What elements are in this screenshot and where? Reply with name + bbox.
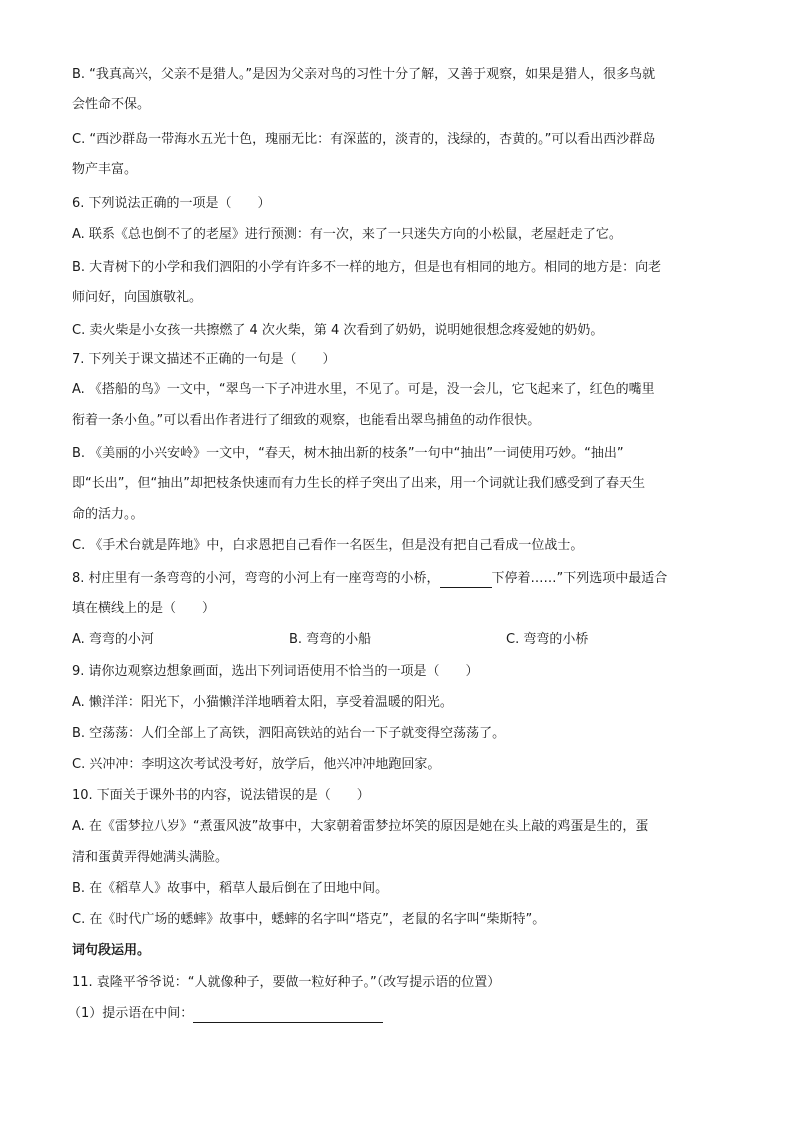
q10-option-a-line2: 清和蛋黄弄得她满头满脸。	[72, 850, 229, 865]
q5-option-b-line1: B. “我真高兴，父亲不是猎人。”是因为父亲对鸟的习性十分了解，又善于观察，如果是猎人，很多鸟就	[72, 67, 656, 82]
q6-option-b-line1: B. 大青树下的小学和我们泗阳的小学有许多不一样的地方，但是也有相同的地方。相同的地方是：向老	[72, 260, 662, 275]
q6-option-a: A. 联系《总也倒不了的老屋》进行预测：有一次，来了一只迷失方向的小松鼠，老屋赶走了它。	[72, 227, 622, 242]
q8-answer-blank[interactable]	[440, 573, 492, 588]
q9-stem: 9. 请你边观察边想象画面，选出下列词语使用不恰当的一项是（ ）	[72, 664, 479, 679]
q7-option-a-line1: A. 《搭船的鸟》一文中，“翠鸟一下子冲进水里，不见了。可是，没一会儿，它飞起来了，红色的嘴里	[72, 382, 655, 397]
q8-stem-line2: 填在横线上的是（ ）	[72, 601, 216, 616]
q10-option-b: B. 在《稻草人》故事中，稻草人最后倒在了田地中间。	[72, 881, 389, 896]
q7-option-b-line2: 即“长出”，但“抽出”却把枝条快速而有力生长的样子突出了出来，用一个词就让我们感受到了春天生	[72, 476, 645, 491]
q7-stem: 7. 下列关于课文描述不正确的一句是（ ）	[72, 352, 336, 367]
q8-stem-line1	[72, 570, 667, 588]
q7-option-b-line3: 命的活力。。	[72, 507, 144, 522]
q7-option-b-line1: B. 《美丽的小兴安岭》一文中，“春天，树木抽出新的枝条”一句中“抽出”一词使用巧妙。“抽出”	[72, 446, 624, 461]
q10-option-a-line1: A. 在《雷梦拉八岁》“煮蛋风波”故事中，大家朝着雷梦拉坏笑的原因是她在头上敲的鸡蛋是生的，蛋	[72, 819, 649, 834]
q5-option-b-line2: 会性命不保。	[72, 97, 151, 112]
q11-sub1-label: （1）提示语在中间：	[68, 1006, 194, 1021]
q5-option-c-line2: 物产丰富。	[72, 162, 138, 177]
q6-option-b-line2: 师问好，向国旗敬礼。	[72, 290, 203, 305]
q8-option-a: A. 弯弯的小河	[72, 632, 154, 647]
q7-option-a-line2: 衔着一条小鱼。”可以看出作者进行了细致的观察，也能看出翠鸟捕鱼的动作很快。	[72, 413, 541, 428]
q9-option-c: C. 兴冲冲：李明这次考试没考好，放学后，他兴冲冲地跑回家。	[72, 757, 441, 772]
q10-stem: 10. 下面关于课外书的内容，说法错误的是（ ）	[72, 788, 370, 803]
q8-option-c: C. 弯弯的小桥	[506, 632, 589, 647]
q10-option-c: C. 在《时代广场的蟋蟀》故事中，蟋蟀的名字叫“塔克”，老鼠的名字叫“柴斯特”。	[72, 912, 546, 927]
q9-option-b: B. 空荡荡：人们全部上了高铁，泗阳高铁站的站台一下子就变得空荡荡了。	[72, 726, 506, 741]
q11-sub1-line	[68, 1005, 383, 1023]
q6-stem: 6. 下列说法正确的一项是（ ）	[72, 196, 271, 211]
q11-stem: 11. 袁隆平爷爷说：“人就像种子，要做一粒好种子。”（改写提示语的位置）	[72, 975, 501, 990]
q8-option-b: B. 弯弯的小船	[289, 632, 372, 647]
q8-stem-before: 8. 村庄里有一条弯弯的小河，弯弯的小河上有一座弯弯的小桥，	[72, 571, 440, 586]
q7-option-c: C. 《手术台就是阵地》中，白求恩把自己看作一名医生，但是没有把自己看成一位战士。	[72, 538, 584, 553]
q8-stem-after: 下停着……”下列选项中最适合	[491, 571, 668, 586]
q6-option-c: C. 卖火柴是小女孩一共擦燃了 4 次火柴，第 4 次看到了奶奶，说明她很想念疼爱她的奶奶。	[72, 323, 604, 338]
q11-sub1-blank[interactable]	[193, 1008, 383, 1023]
q5-option-c-line1: C. “西沙群岛一带海水五光十色，瑰丽无比：有深蓝的，淡青的，浅绿的，杏黄的。”可以看出西沙群岛	[72, 132, 656, 147]
section-title: 词句段运用。	[72, 943, 151, 958]
q9-option-a: A. 懒洋洋：阳光下，小猫懒洋洋地晒着太阳，享受着温暖的阳光。	[72, 695, 453, 710]
